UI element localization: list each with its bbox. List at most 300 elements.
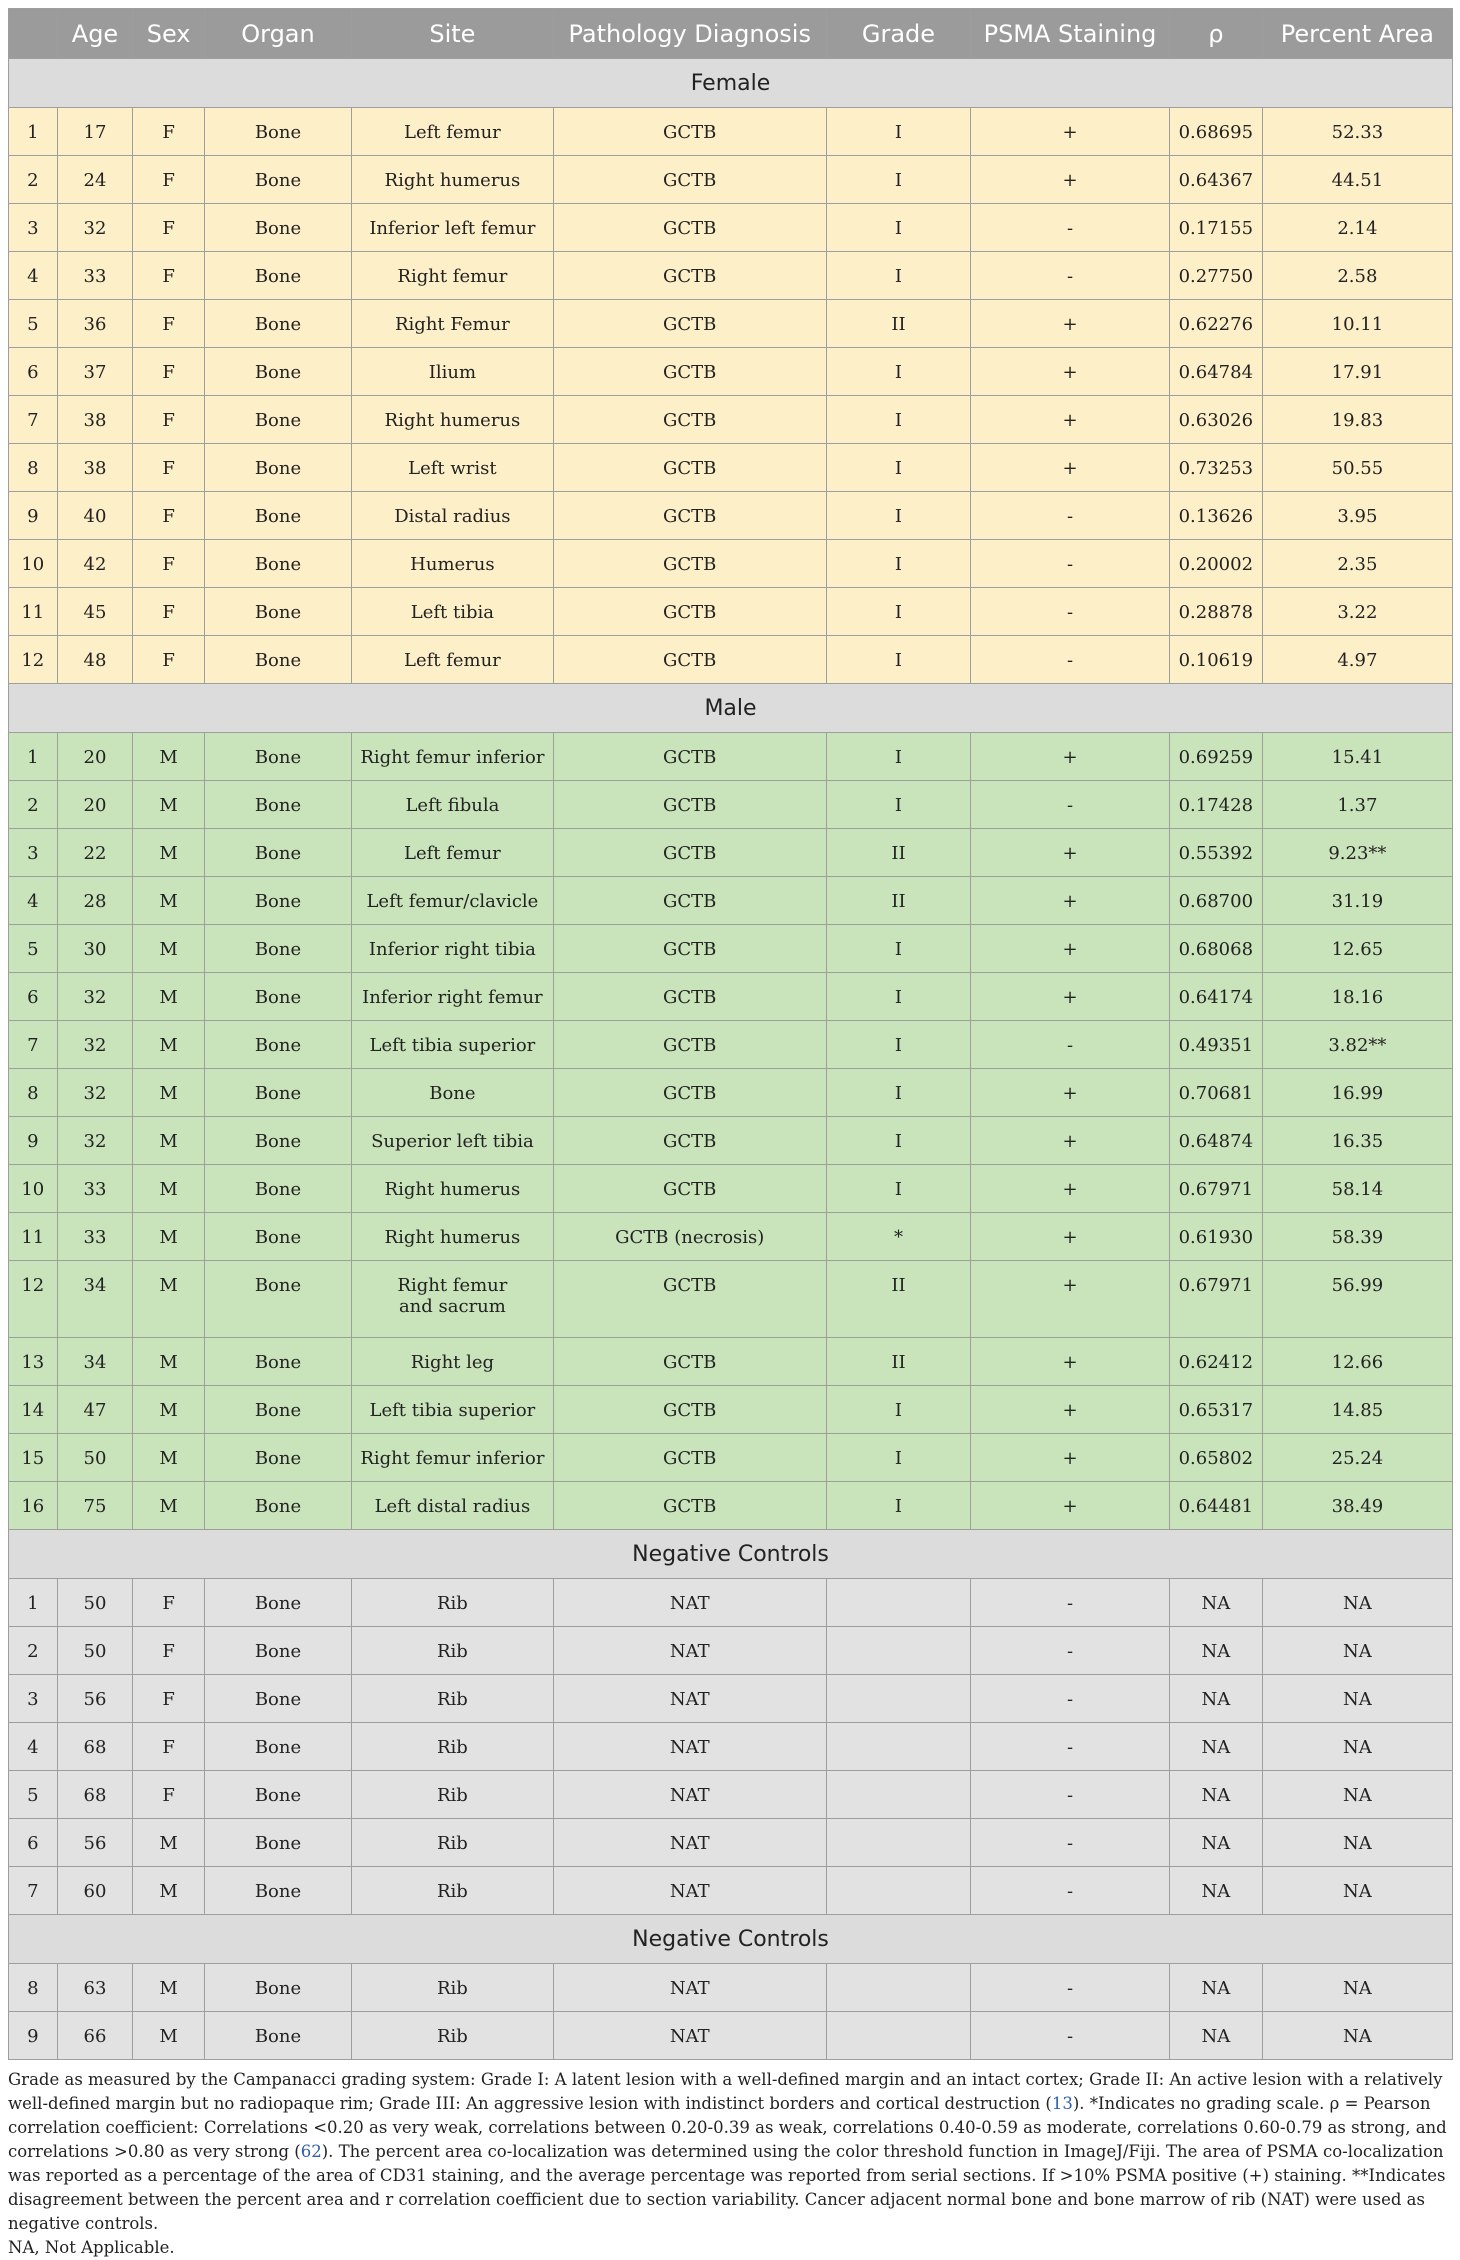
cell-pathology-diagnosis: GCTB [553,1482,826,1530]
cell-sex: F [133,636,204,684]
cell-pathology-diagnosis: GCTB [553,781,826,829]
cell-age: 48 [57,636,133,684]
cell-percent-area: 56.99 [1262,1261,1452,1338]
footnote-text [8,2068,1453,2236]
cell-row-index: 9 [9,2012,58,2060]
cell-age: 34 [57,1261,133,1338]
cell-pathology-diagnosis: NAT [553,1771,826,1819]
cell-organ: Bone [204,1675,351,1723]
cell-percent-area: 25.24 [1262,1434,1452,1482]
cell-percent-area: NA [1262,1819,1452,1867]
cell-row-index: 8 [9,1964,58,2012]
section-neg-2 [9,1530,1453,1915]
cell-rho: 0.17428 [1169,781,1262,829]
cell-site: Distal radius [352,492,554,540]
cell-site: Inferior left femur [352,204,554,252]
cell-psma-staining: - [971,1819,1170,1867]
cell-psma-staining: - [971,1771,1170,1819]
cell-site: Inferior right femur [352,973,554,1021]
table-row [9,252,1453,300]
cell-site: Right femur and sacrum [352,1261,554,1338]
cell-rho: 0.68700 [1169,877,1262,925]
cell-rho: 0.17155 [1169,204,1262,252]
table-row [9,1867,1453,1915]
cell-rho: 0.13626 [1169,492,1262,540]
cell-grade: I [826,540,970,588]
cell-site: Rib [352,1964,554,2012]
cell-row-index: 13 [9,1338,58,1386]
cell-grade [826,1867,970,1915]
cell-sex: M [133,1482,204,1530]
cell-grade: I [826,1482,970,1530]
cell-grade [826,1627,970,1675]
cell-grade [826,1819,970,1867]
cell-rho: 0.20002 [1169,540,1262,588]
section-title: Negative Controls [9,1530,1453,1579]
cell-grade [826,2012,970,2060]
cell-organ: Bone [204,877,351,925]
cell-psma-staining: + [971,1213,1170,1261]
cell-sex: M [133,925,204,973]
cell-row-index: 7 [9,396,58,444]
cell-row-index: 5 [9,300,58,348]
cell-row-index: 6 [9,973,58,1021]
results-table [8,8,1453,2060]
cell-age: 36 [57,300,133,348]
cell-site: Rib [352,1771,554,1819]
cell-pathology-diagnosis: GCTB [553,877,826,925]
cell-rho: 0.68695 [1169,108,1262,156]
cell-grade: I [826,733,970,781]
cell-percent-area: 15.41 [1262,733,1452,781]
cell-sex: M [133,781,204,829]
cell-row-index: 4 [9,877,58,925]
cell-site: Right humerus [352,396,554,444]
cell-grade: I [826,492,970,540]
cell-age: 50 [57,1434,133,1482]
cell-site: Left distal radius [352,1482,554,1530]
cell-organ: Bone [204,925,351,973]
cell-row-index: 11 [9,1213,58,1261]
cell-sex: F [133,252,204,300]
cell-percent-area: 3.95 [1262,492,1452,540]
cell-pathology-diagnosis: GCTB [553,348,826,396]
cell-pathology-diagnosis: NAT [553,1675,826,1723]
cell-grade: II [826,300,970,348]
table-row [9,1723,1453,1771]
cell-site: Left fibula [352,781,554,829]
cell-age: 28 [57,877,133,925]
cell-grade: * [826,1213,970,1261]
cell-pathology-diagnosis: NAT [553,1627,826,1675]
cell-rho: 0.27750 [1169,252,1262,300]
cell-sex: M [133,733,204,781]
cell-organ: Bone [204,1117,351,1165]
table-row [9,1579,1453,1627]
cell-age: 20 [57,733,133,781]
cell-rho: NA [1169,1819,1262,1867]
cell-psma-staining: - [971,1021,1170,1069]
col-rho-header: ρ [1169,9,1262,59]
cell-grade: II [826,877,970,925]
cell-grade: I [826,1165,970,1213]
col-sex-header: Sex [133,9,204,59]
cell-rho: NA [1169,1964,1262,2012]
cell-age: 60 [57,1867,133,1915]
cell-psma-staining: + [971,1069,1170,1117]
cell-pathology-diagnosis: GCTB [553,1117,826,1165]
cell-age: 47 [57,1386,133,1434]
section-title: Male [9,684,1453,733]
cell-row-index: 11 [9,588,58,636]
cell-age: 17 [57,108,133,156]
cell-percent-area: 17.91 [1262,348,1452,396]
cell-psma-staining: - [971,1867,1170,1915]
cell-site: Right Femur [352,300,554,348]
cell-percent-area: 2.35 [1262,540,1452,588]
reference-link-13[interactable]: 13 [1051,2094,1073,2113]
table-row [9,588,1453,636]
cell-sex: F [133,156,204,204]
cell-psma-staining: + [971,1261,1170,1338]
cell-percent-area: NA [1262,1579,1452,1627]
cell-site: Ilium [352,348,554,396]
cell-psma-staining: - [971,492,1170,540]
section-title-row [9,684,1453,733]
col-percent-header: Percent Area [1262,9,1452,59]
cell-organ: Bone [204,204,351,252]
table-row [9,1338,1453,1386]
cell-percent-area: 10.11 [1262,300,1452,348]
cell-row-index: 5 [9,925,58,973]
cell-psma-staining: + [971,156,1170,204]
cell-sex: M [133,1338,204,1386]
cell-organ: Bone [204,2012,351,2060]
cell-grade: I [826,444,970,492]
cell-percent-area: NA [1262,1675,1452,1723]
header-row [9,9,1453,59]
cell-row-index: 3 [9,204,58,252]
cell-age: 20 [57,781,133,829]
cell-organ: Bone [204,300,351,348]
cell-site: Superior left tibia [352,1117,554,1165]
cell-pathology-diagnosis: GCTB [553,1386,826,1434]
cell-pathology-diagnosis: NAT [553,1579,826,1627]
cell-age: 32 [57,973,133,1021]
cell-grade: I [826,1069,970,1117]
cell-organ: Bone [204,1213,351,1261]
cell-rho: 0.67971 [1169,1165,1262,1213]
cell-psma-staining: + [971,733,1170,781]
cell-sex: F [133,1675,204,1723]
cell-row-index: 15 [9,1434,58,1482]
table-row [9,1386,1453,1434]
cell-organ: Bone [204,1964,351,2012]
cell-site: Right femur inferior [352,733,554,781]
cell-organ: Bone [204,1434,351,1482]
cell-rho: NA [1169,1579,1262,1627]
cell-sex: F [133,540,204,588]
cell-rho: NA [1169,1627,1262,1675]
cell-pathology-diagnosis: GCTB [553,540,826,588]
cell-rho: 0.65317 [1169,1386,1262,1434]
cell-grade: II [826,1261,970,1338]
cell-pathology-diagnosis: GCTB [553,1069,826,1117]
cell-site: Right leg [352,1338,554,1386]
cell-grade [826,1723,970,1771]
cell-pathology-diagnosis: NAT [553,2012,826,2060]
cell-row-index: 1 [9,1579,58,1627]
cell-grade: I [826,636,970,684]
cell-pathology-diagnosis: NAT [553,1964,826,2012]
cell-rho: NA [1169,1867,1262,1915]
cell-grade: II [826,1338,970,1386]
cell-rho: NA [1169,1723,1262,1771]
cell-rho: 0.64784 [1169,348,1262,396]
cell-grade [826,1771,970,1819]
cell-sex: M [133,1117,204,1165]
cell-rho: 0.64481 [1169,1482,1262,1530]
cell-percent-area: NA [1262,1771,1452,1819]
cell-row-index: 8 [9,1069,58,1117]
cell-row-index: 1 [9,733,58,781]
cell-rho: 0.62276 [1169,300,1262,348]
cell-rho: 0.62412 [1169,1338,1262,1386]
cell-pathology-diagnosis: NAT [553,1867,826,1915]
cell-row-index: 4 [9,1723,58,1771]
cell-row-index: 14 [9,1386,58,1434]
table-row [9,1165,1453,1213]
cell-organ: Bone [204,1627,351,1675]
cell-sex: M [133,1261,204,1338]
cell-age: 63 [57,1964,133,2012]
cell-psma-staining: + [971,1165,1170,1213]
cell-row-index: 5 [9,1771,58,1819]
cell-psma-staining: - [971,588,1170,636]
cell-organ: Bone [204,1771,351,1819]
cell-age: 33 [57,252,133,300]
cell-organ: Bone [204,781,351,829]
table-row [9,1069,1453,1117]
cell-site: Right femur inferior [352,1434,554,1482]
cell-percent-area: 1.37 [1262,781,1452,829]
cell-age: 38 [57,396,133,444]
table-row [9,1117,1453,1165]
table-row [9,444,1453,492]
cell-site: Left femur [352,636,554,684]
cell-pathology-diagnosis: NAT [553,1723,826,1771]
section-title: Female [9,59,1453,108]
cell-row-index: 12 [9,1261,58,1338]
cell-site: Rib [352,1867,554,1915]
cell-percent-area: 44.51 [1262,156,1452,204]
cell-age: 40 [57,492,133,540]
table-row [9,2012,1453,2060]
cell-row-index: 7 [9,1867,58,1915]
cell-rho: 0.68068 [1169,925,1262,973]
cell-site: Rib [352,1675,554,1723]
cell-psma-staining: - [971,540,1170,588]
cell-percent-area: 9.23** [1262,829,1452,877]
cell-percent-area: 12.66 [1262,1338,1452,1386]
cell-grade: I [826,588,970,636]
section-title: Negative Controls [9,1915,1453,1964]
cell-organ: Bone [204,348,351,396]
cell-psma-staining: - [971,1964,1170,2012]
cell-sex: M [133,1213,204,1261]
cell-percent-area: 31.19 [1262,877,1452,925]
table-row [9,1261,1453,1338]
footnote-abbreviation: NA, Not Applicable. [8,2238,175,2257]
cell-psma-staining: + [971,877,1170,925]
cell-age: 32 [57,1069,133,1117]
cell-organ: Bone [204,492,351,540]
cell-site: Bone [352,1069,554,1117]
cell-organ: Bone [204,1165,351,1213]
cell-grade: I [826,1434,970,1482]
cell-sex: F [133,444,204,492]
cell-psma-staining: + [971,348,1170,396]
cell-sex: F [133,588,204,636]
cell-rho: 0.64174 [1169,973,1262,1021]
cell-sex: M [133,1819,204,1867]
cell-psma-staining: + [971,1434,1170,1482]
cell-percent-area: 50.55 [1262,444,1452,492]
cell-percent-area: 18.16 [1262,973,1452,1021]
cell-rho: 0.49351 [1169,1021,1262,1069]
cell-psma-staining: - [971,204,1170,252]
footnote-part-1: Grade as measured by the Campanacci grading system: Grade I: A latent lesion with a well-defined margin and an intact cortex; Grade II: An active lesion with a relatively well-defined margin but no radiopaque rim; Grade III: An aggressive lesion with indistinct borders and cortical destruction ( [8,2070,1443,2113]
cell-organ: Bone [204,829,351,877]
footnote-part-3: ). The percent area co-localization was determined using the color threshold function in ImageJ/Fiji. The area of PSMA co-localization was reported as a percentage of the area of CD31 staining, and the average percentage was reported from serial sections. If >10% PSMA positive (+) staining. **Indicates disagreement between the percent area and r correlation coefficient due to section variability. Cancer adjacent normal bone and bone marrow of rib (NAT) were used as negative controls. [8,2142,1446,2233]
section-male-1 [9,684,1453,1530]
cell-row-index: 2 [9,1627,58,1675]
cell-organ: Bone [204,396,351,444]
reference-link-62[interactable]: 62 [300,2142,322,2161]
cell-row-index: 10 [9,540,58,588]
cell-pathology-diagnosis: GCTB [553,1434,826,1482]
table-row [9,925,1453,973]
table-row [9,973,1453,1021]
cell-sex: F [133,1627,204,1675]
cell-rho: 0.67971 [1169,1261,1262,1338]
cell-psma-staining: + [971,300,1170,348]
cell-percent-area: 16.35 [1262,1117,1452,1165]
cell-age: 32 [57,1021,133,1069]
cell-sex: M [133,1964,204,2012]
cell-pathology-diagnosis: GCTB [553,1338,826,1386]
cell-percent-area: NA [1262,1964,1452,2012]
cell-psma-staining: - [971,2012,1170,2060]
cell-organ: Bone [204,540,351,588]
section-neg-3 [9,1915,1453,2060]
cell-organ: Bone [204,1819,351,1867]
table-row [9,877,1453,925]
cell-grade: II [826,829,970,877]
cell-rho: 0.63026 [1169,396,1262,444]
cell-pathology-diagnosis: NAT [553,1819,826,1867]
cell-sex: M [133,1867,204,1915]
table-row [9,300,1453,348]
cell-psma-staining: + [971,108,1170,156]
cell-psma-staining: + [971,925,1170,973]
cell-organ: Bone [204,252,351,300]
col-grade-header: Grade [826,9,970,59]
cell-rho: NA [1169,1771,1262,1819]
cell-grade: I [826,1117,970,1165]
cell-organ: Bone [204,1261,351,1338]
cell-age: 38 [57,444,133,492]
section-title-row [9,1530,1453,1579]
cell-grade: I [826,252,970,300]
cell-grade: I [826,348,970,396]
cell-site: Left tibia superior [352,1386,554,1434]
section-title-row [9,59,1453,108]
col-index-header [9,9,58,59]
cell-organ: Bone [204,1021,351,1069]
cell-percent-area: 2.58 [1262,252,1452,300]
cell-grade: I [826,156,970,204]
cell-age: 68 [57,1771,133,1819]
cell-rho: NA [1169,2012,1262,2060]
cell-site: Rib [352,1819,554,1867]
cell-grade: I [826,396,970,444]
table-row [9,1213,1453,1261]
table-row [9,1675,1453,1723]
cell-pathology-diagnosis: GCTB [553,925,826,973]
table-row [9,1819,1453,1867]
cell-rho: 0.61930 [1169,1213,1262,1261]
cell-age: 56 [57,1819,133,1867]
cell-rho: 0.64874 [1169,1117,1262,1165]
cell-psma-staining: + [971,444,1170,492]
cell-pathology-diagnosis: GCTB [553,973,826,1021]
table-row [9,1627,1453,1675]
cell-site: Left femur [352,829,554,877]
cell-age: 56 [57,1675,133,1723]
cell-organ: Bone [204,108,351,156]
cell-row-index: 10 [9,1165,58,1213]
cell-pathology-diagnosis: GCTB [553,1165,826,1213]
table-row [9,1434,1453,1482]
section-female-0 [9,59,1453,684]
cell-grade [826,1675,970,1723]
cell-age: 68 [57,1723,133,1771]
cell-age: 32 [57,204,133,252]
cell-sex: M [133,1069,204,1117]
cell-row-index: 16 [9,1482,58,1530]
cell-pathology-diagnosis: GCTB [553,1261,826,1338]
table-row [9,1964,1453,2012]
table-row [9,204,1453,252]
cell-age: 32 [57,1117,133,1165]
cell-pathology-diagnosis: GCTB [553,1021,826,1069]
cell-percent-area: 2.14 [1262,204,1452,252]
cell-row-index: 12 [9,636,58,684]
cell-organ: Bone [204,1579,351,1627]
cell-pathology-diagnosis: GCTB [553,492,826,540]
cell-pathology-diagnosis: GCTB [553,108,826,156]
cell-sex: M [133,1165,204,1213]
cell-site: Rib [352,1627,554,1675]
cell-row-index: 4 [9,252,58,300]
cell-site: Left femur [352,108,554,156]
cell-grade [826,1579,970,1627]
cell-grade: I [826,1386,970,1434]
cell-percent-area: 19.83 [1262,396,1452,444]
table-row [9,781,1453,829]
cell-row-index: 9 [9,492,58,540]
